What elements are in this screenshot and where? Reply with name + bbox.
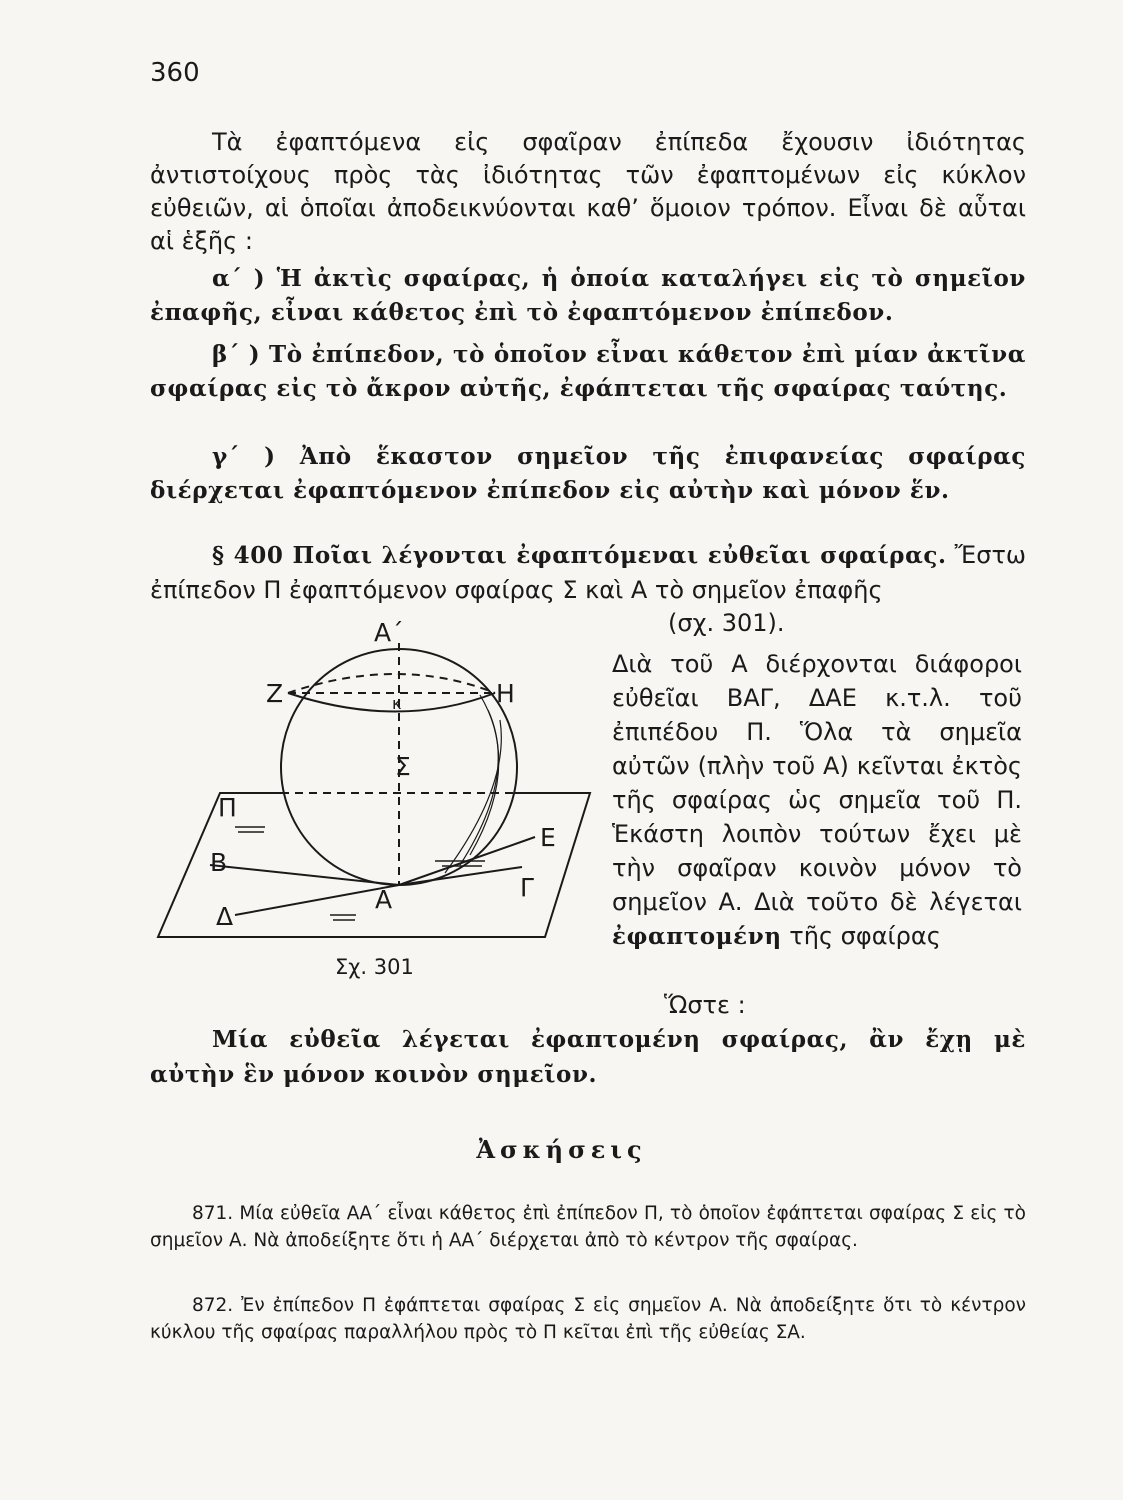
label-B: Β xyxy=(210,848,228,877)
label-Pi: Π xyxy=(218,793,237,822)
property-a: α΄ ) Ἡ ἀκτὶς σφαίρας, ἡ ὁποία καταλήγει εἰς τὸ σημεῖον ἐπαφῆς, εἶναι κάθετος ἐπὶ τὸ ἐφαπτόμενον ἐπίπεδον. xyxy=(150,265,1026,326)
exercise-872-text: 872. Ἐν ἐπίπεδον Π ἐφάπτεται σφαίρας Σ εἰς σημεῖον Α. Νὰ ἀποδείξητε ὅτι τὸ κέντρον κύκλου τῆς σφαίρας παραλλήλου πρὸς τὸ Π κεῖται ἐπὶ τῆς εὐθείας ΣΑ. xyxy=(150,1295,1026,1343)
label-K: κ xyxy=(392,694,402,713)
side-column-text xyxy=(612,647,1022,954)
intro-paragraph: Τὰ ἐφαπτόμενα εἰς σφαῖραν ἐπίπεδα ἔχουσιν ἰδιότητας ἀντιστοίχους πρὸς τὰς ἰδιότητας τῶν ἐφαπτομένων εἰς κύκλον εὐθειῶν, αἱ ὁποῖαι ἀποδεικνύονται καθ’ ὅμοιον τρόπον. Εἶναι δὲ αὗται αἱ ἑξῆς : xyxy=(150,128,1026,255)
label-H: Η xyxy=(496,679,515,708)
label-A-prime: Α΄ xyxy=(374,618,404,647)
label-Delta: Δ xyxy=(216,902,234,931)
figure-caption: Σχ. 301 xyxy=(335,955,414,979)
property-c: γ΄ ) Ἀπὸ ἕκαστον σημεῖον τῆς ἐπιφανείας σφαίρας διέρχεται ἐφαπτόμενον ἐπίπεδον εἰς αὐτὴν καὶ μόνον ἕν. xyxy=(150,443,1026,504)
side-text: Διὰ τοῦ Α διέρχονται διάφοροι εὐθεῖαι ΒΑΓ, ΔΑΕ κ.τ.λ. τοῦ ἐπιπέδου Π. Ὅλα τὰ σημεῖα αὐτῶν (πλὴν τοῦ Α) κεῖνται ἐκτὸς τῆς σφαίρας ὡς σημεῖα τοῦ Π. Ἑκάστη λοιπὸν τούτων ἔχει μὲ τὴν σφαῖραν κοινὸν μόνον τὸ σημεῖον Α. Διὰ τοῦτο δὲ λέγεται xyxy=(612,650,1022,916)
label-Gamma: Γ xyxy=(520,873,534,902)
section-400-intro xyxy=(150,538,1026,607)
label-Sigma: Σ xyxy=(395,752,411,781)
figure-301 xyxy=(150,615,600,985)
side-bold-term: ἐφαπτομένη xyxy=(612,923,782,950)
property-b: β΄ ) Τὸ ἐπίπεδον, τὸ ὁποῖον εἶναι κάθετον ἐπὶ μίαν ἀκτῖνα σφαίρας εἰς τὸ ἄκρον αὐτῆς, ἐφάπτεται τῆς σφαίρας ταύτης. xyxy=(150,341,1026,402)
exercise-872 xyxy=(150,1292,1026,1346)
section-heading: § 400 Ποῖαι λέγονται ἐφαπτόμεναι εὐθεῖαι σφαίρας. xyxy=(212,542,947,569)
page-number: 360 xyxy=(150,58,200,88)
exercise-871-text: 871. Μία εὐθεῖα ΑΑ΄ εἶναι κάθετος ἐπὶ ἐπίπεδον Π, τὸ ὁποῖον ἐφάπτεται σφαίρας Σ εἰς τὸ σημεῖον Α. Νὰ ἀποδείξητε ὅτι ἡ ΑΑ΄ διέρχεται ἀπὸ τὸ κέντρον τῆς σφαίρας. xyxy=(150,1203,1026,1251)
exercise-871 xyxy=(150,1200,1026,1254)
label-A: Α xyxy=(375,885,393,914)
exercises-title: Ἀσκήσεις xyxy=(476,1135,647,1164)
label-E: Ε xyxy=(540,823,556,852)
conclusion: Μία εὐθεῖα λέγεται ἐφαπτομένη σφαίρας, ἂν ἔχῃ μὲ αὐτὴν ἓν μόνον κοινὸν σημεῖον. xyxy=(150,1026,1026,1088)
figure-reference: (σχ. 301). xyxy=(668,609,785,637)
section-text-start: Ἔστω ἐπίπεδον Π ἐφαπτόμενον σφαίρας Σ καὶ Α τὸ σημεῖον ἐπαφῆς xyxy=(150,541,1026,604)
hoste: Ὥστε : xyxy=(664,991,746,1019)
side-text-end: τῆς σφαίρας xyxy=(789,922,941,950)
label-Z: Ζ xyxy=(266,679,284,708)
